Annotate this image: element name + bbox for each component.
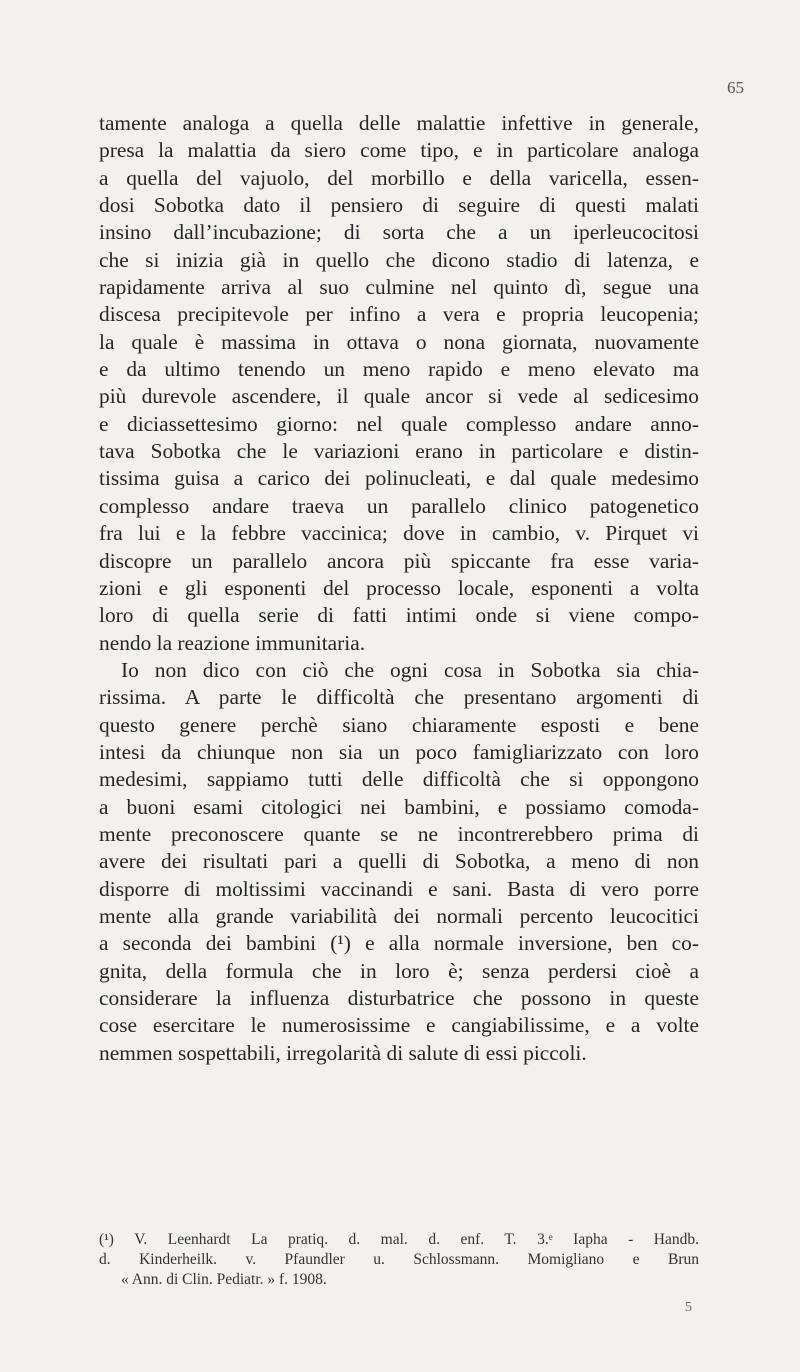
text-line: discopre un parallelo ancora più spiccante fra esse varia- bbox=[99, 548, 699, 573]
text-line: a buoni esami citologici nei bambini, e possiamo comoda- bbox=[99, 794, 699, 819]
text-line: fra lui e la febbre vaccinica; dove in cambio, v. Pirquet vi bbox=[99, 521, 699, 546]
body-text bbox=[99, 110, 699, 1067]
text-line: tamente analoga a quella delle malattie infettive in generale, bbox=[99, 111, 699, 135]
text-line: considerare la influenza disturbatrice che possono in queste bbox=[99, 986, 699, 1010]
footnote-line: d. Kinderheilk. v. Pfaundler u. Schlossmann. Momigliano e Brun bbox=[99, 1251, 699, 1268]
text-line: mente preconoscere quante se ne incontrerebbero prima di bbox=[99, 821, 699, 846]
page-number: 65 bbox=[727, 78, 744, 97]
signature-mark: 5 bbox=[685, 1300, 692, 1315]
text-line: rissima. A parte le difficoltà che presentano argomenti di bbox=[99, 685, 699, 710]
text-line: medesimi, sappiamo tutti delle difficoltà che si oppongono bbox=[99, 767, 699, 792]
text-line: la quale è massima in ottava o nona giornata, nuovamente bbox=[99, 329, 699, 354]
text-line: cose esercitare le numerosissime e cangiabilissime, e a volte bbox=[99, 1013, 699, 1038]
text-line: tissima guisa a carico dei polinucleati, e dal quale medesimo bbox=[99, 466, 699, 491]
text-line: e da ultimo tenendo un meno rapido e meno elevato ma bbox=[99, 357, 699, 382]
footnote bbox=[99, 1230, 699, 1290]
text-line: e diciassettesimo giorno: nel quale complesso andare anno- bbox=[99, 411, 699, 436]
text-line: questo genere perchè siano chiaramente esposti e bene bbox=[99, 712, 699, 737]
text-line: avere dei risultati pari a quelli di Sobotka, a meno di non bbox=[99, 849, 699, 874]
text-line: disporre di moltissimi vaccinandi e sani. Basta di vero porre bbox=[99, 876, 699, 901]
text-line: a seconda dei bambini (¹) e alla normale inversione, ben co- bbox=[99, 931, 699, 956]
footnote-line: (¹) V. Leenhardt La pratiq. d. mal. d. enf. T. 3.ᵉ Iapha - Handb. bbox=[99, 1231, 699, 1248]
text-line: tava Sobotka che le variazioni erano in particolare e distin- bbox=[99, 439, 699, 464]
text-line: rapidamente arriva al suo culmine nel quinto dì, segue una bbox=[99, 275, 699, 300]
text-line: che si inizia già in quello che dicono stadio di latenza, e bbox=[99, 247, 699, 272]
text-line: a quella del vajuolo, del morbillo e della varicella, essen- bbox=[99, 165, 699, 190]
text-line: intesi da chiunque non sia un poco famigliarizzato con loro bbox=[99, 739, 699, 764]
text-line: dosi Sobotka dato il pensiero di seguire di questi malati bbox=[99, 193, 699, 218]
text-line: nendo la reazione immunitaria. bbox=[99, 630, 366, 655]
text-line: presa la malattia da siero come tipo, e in particolare analoga bbox=[99, 138, 699, 163]
text-line: insino dall’incubazione; di sorta che a un iperleucocitosi bbox=[99, 220, 699, 245]
text-line: zioni e gli esponenti del processo locale, esponenti a volta bbox=[99, 575, 699, 600]
text-line: mente alla grande variabilità dei normali percento leucocitici bbox=[99, 903, 699, 928]
text-line: discesa precipitevole per infino a vera e propria leucopenia; bbox=[99, 302, 699, 327]
footnote-line: « Ann. di Clin. Pediatr. » f. 1908. bbox=[121, 1271, 327, 1288]
text-line: più durevole ascendere, il quale ancor si vede al sedicesimo bbox=[99, 384, 699, 409]
text-line: complesso andare traeva un parallelo clinico patogenetico bbox=[99, 493, 699, 518]
text-line: gnita, della formula che in loro è; senza perdersi cioè a bbox=[99, 958, 699, 983]
text-line: nemmen sospettabili, irregolarità di salute di essi piccoli. bbox=[99, 1040, 587, 1065]
text-line: loro di quella serie di fatti intimi onde si viene compo- bbox=[99, 603, 699, 628]
text-line: Io non dico con ciò che ogni cosa in Sobotka sia chia- bbox=[121, 657, 699, 682]
